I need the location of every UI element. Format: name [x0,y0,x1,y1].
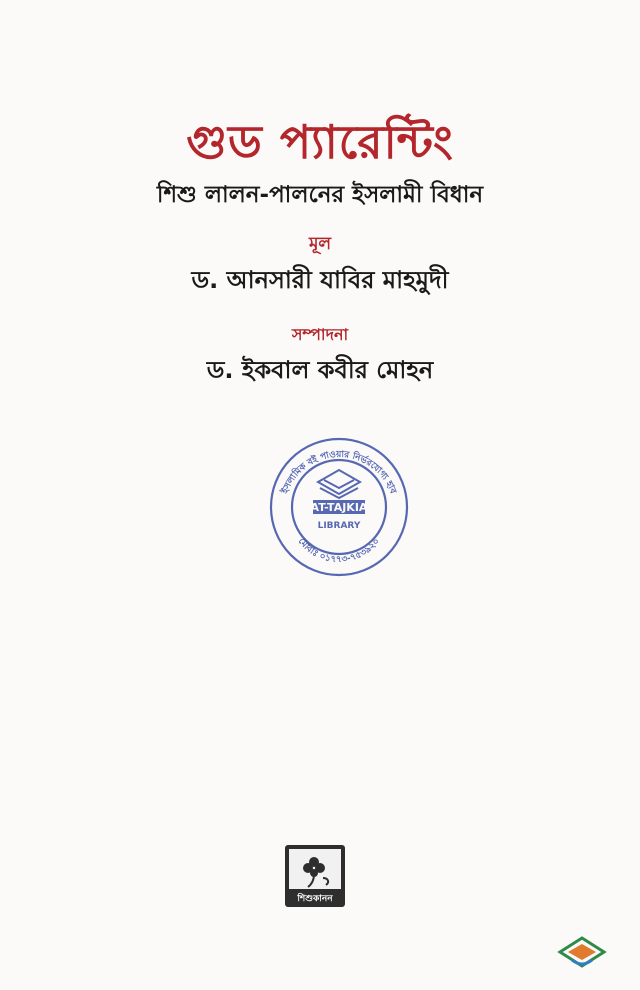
stamp-library-text: LIBRARY [317,521,361,531]
stamp-ring-text: ইসলামিক বই পাওয়ার নির্ভরযোগ্য হাব [280,449,398,496]
svg-text:মোবাঃ ০১৭৭৩-৭৫৩৯২০ [296,537,382,565]
author-name: ড. আনসারী যাবির মাহমুদী [191,266,449,294]
editor-label: সম্পাদনা [291,325,349,344]
editor-name: ড. ইকবাল কবীর মোহন [206,356,434,384]
stamp-name: AT-TAJKIA [310,501,368,514]
publisher-name: শিশুকানন [297,894,333,904]
book-subtitle: শিশু লালন-পালনের ইসলামী বিধান [156,182,484,208]
publisher-logo [284,844,346,908]
book-title: গুড প্যারেন্টিং [186,115,454,169]
book-emblem-icon [318,470,360,498]
stamp-phone-text: মোবাঃ ০১৭৭৩-৭৫৩৯২০ [295,536,383,566]
original-author-label: মূল [308,234,332,254]
library-stamp [268,436,410,578]
corner-emblem-icon [556,930,608,970]
